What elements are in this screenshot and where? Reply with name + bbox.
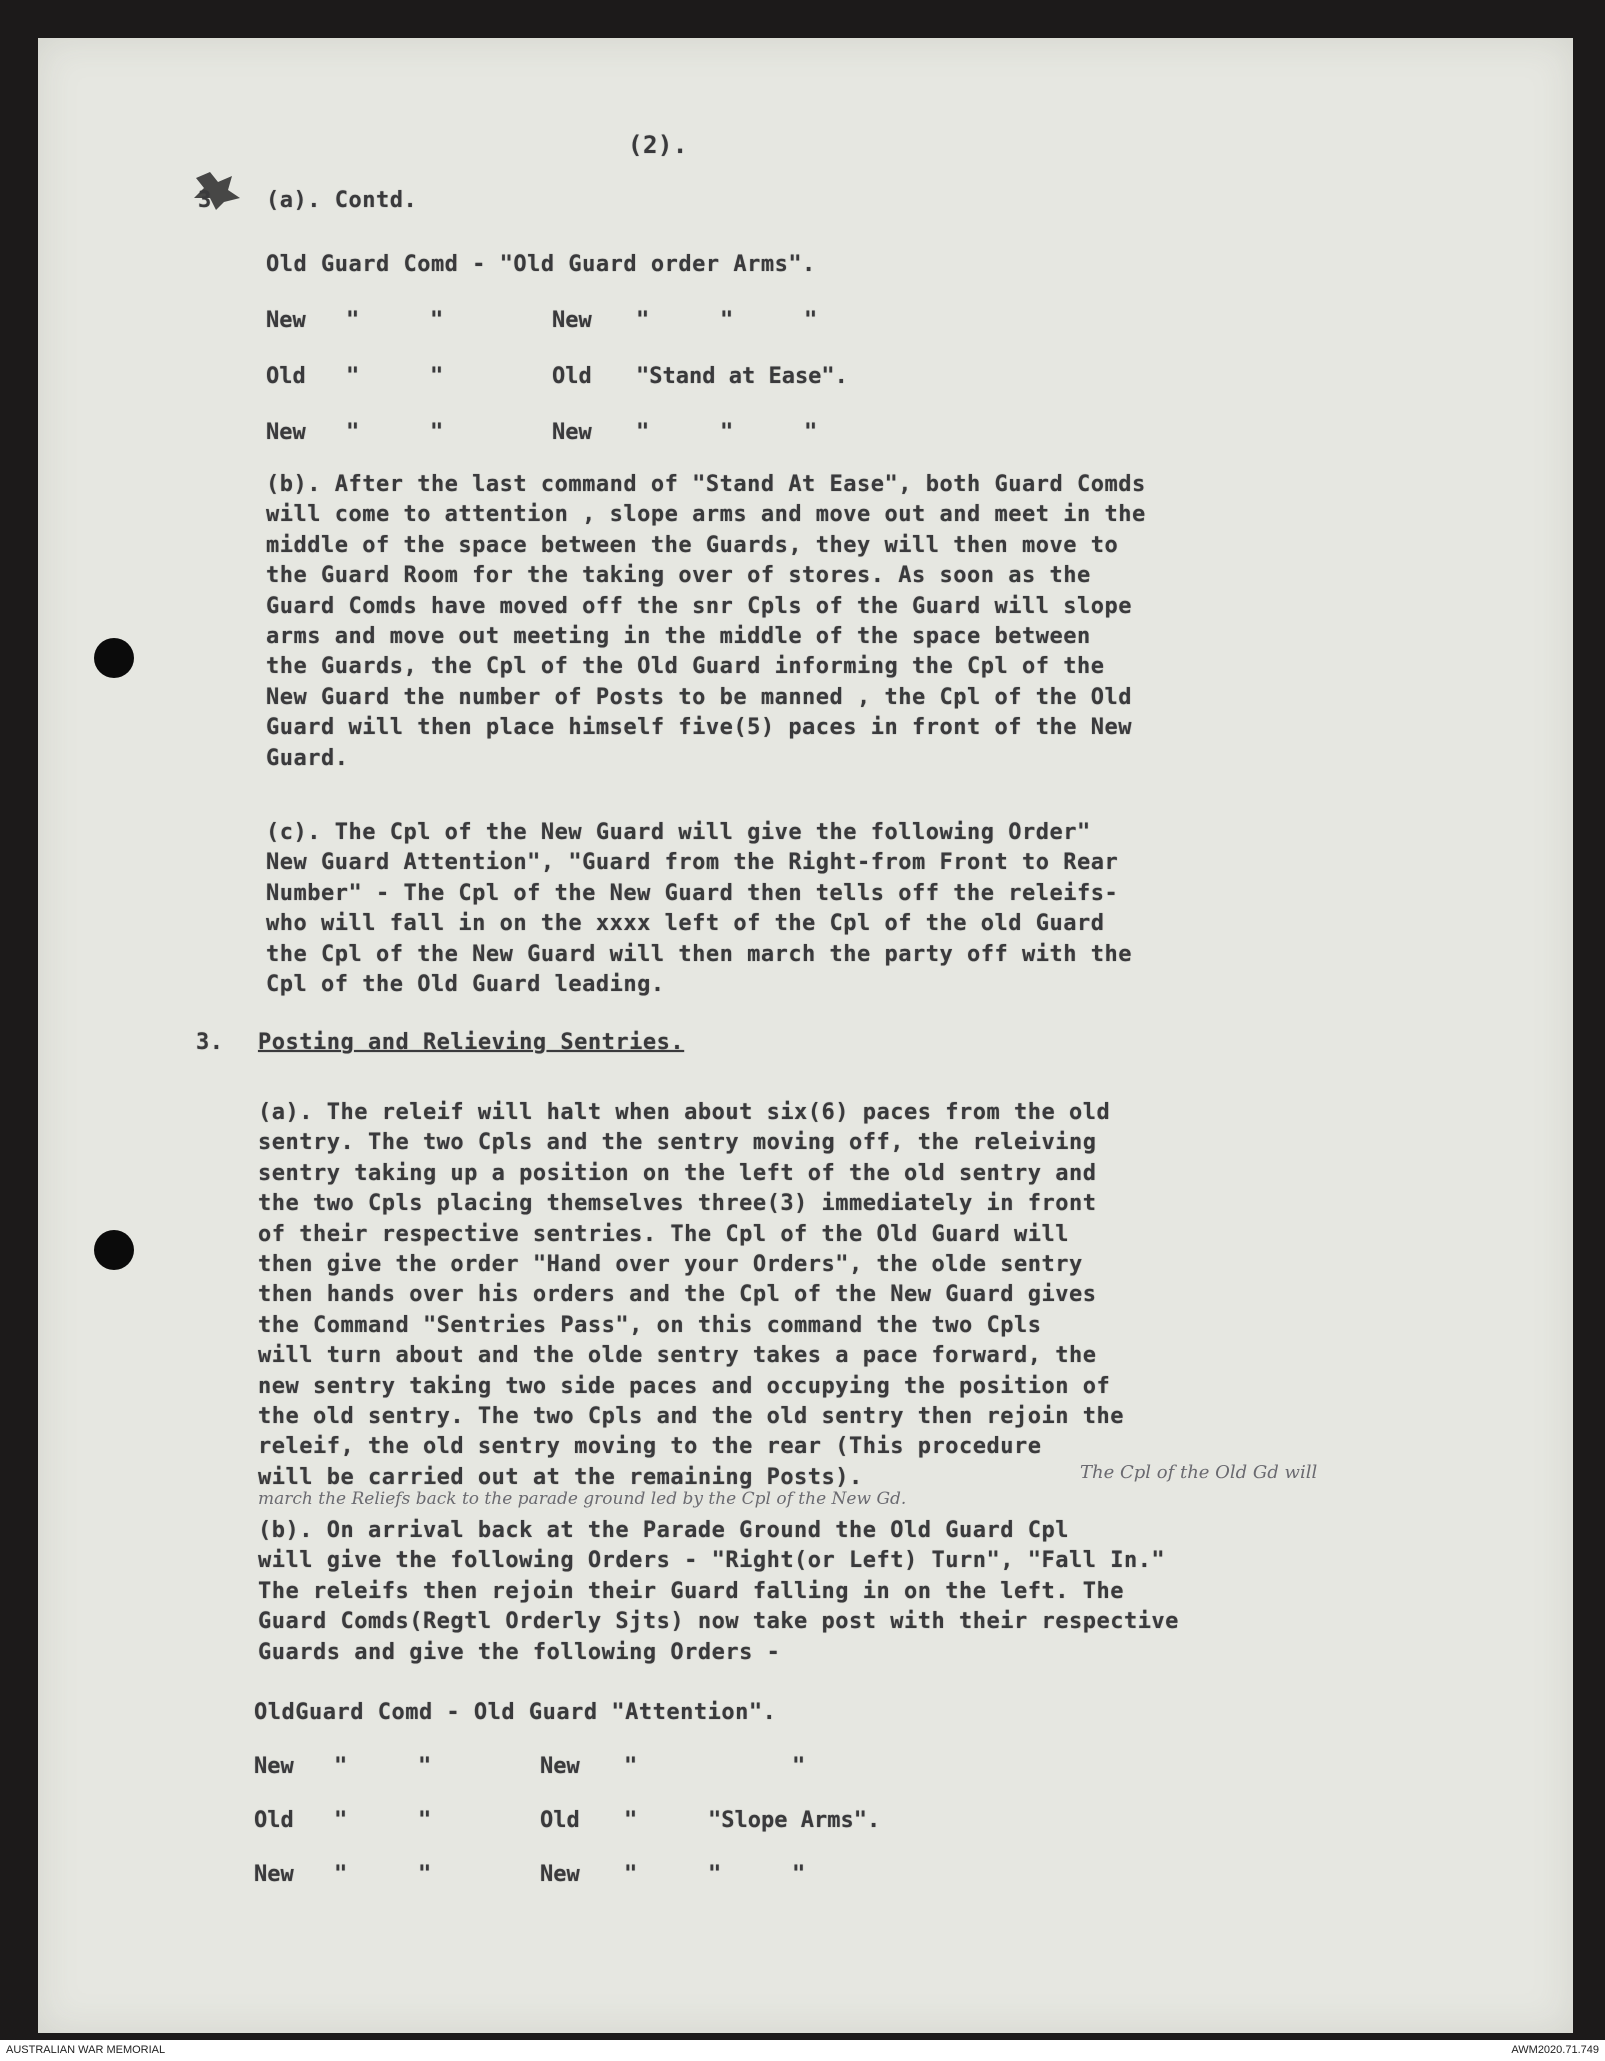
table-cell: New (254, 1862, 294, 1887)
table-cell: " (624, 1862, 638, 1887)
command-table (254, 1752, 881, 1890)
handwritten-annotation: march the Reliefs back to the parade ground led by the Cpl of the New Gd. (258, 1489, 907, 1509)
document-page (38, 38, 1573, 2033)
page-number: (2). (628, 131, 688, 159)
table-cell: " (792, 1862, 806, 1887)
table-cell: New (540, 1754, 580, 1779)
command-table (266, 306, 888, 448)
ink-smudge (188, 168, 248, 212)
table-cell: New (266, 420, 306, 445)
table-cell (708, 1752, 792, 1782)
table-cell: " (346, 420, 360, 445)
table-cell: " (418, 1862, 432, 1887)
paragraph-3a: (a). The releif will halt when about six(6) paces from the old sentry. The two Cpls and the sentry moving off, the releiving sentry taking up a position on the left of the old sentry and the two Cpls placing themselves three(3) immediately in front of their respective sentries. The Cpl of the Old Guard will then give the order "Hand over your Orders", the olde sentry then hands over his orders and the Cpl of the New Guard gives the Command "Sentries Pass", on this command the two Cpls will turn about and the olde sentry takes a pace forward, the new sentry taking two side paces and occupying the position of the old sentry. The two Cpls and the old sentry then rejoin the releif, the old sentry moving to the rear (This procedure will be carried out at the remaining Posts). (258, 1100, 1124, 1490)
table-cell: " (804, 420, 818, 445)
punch-hole (94, 638, 134, 678)
table-cell: " (430, 364, 444, 389)
table-cell: " (418, 1754, 432, 1779)
table-cell: New (254, 1754, 294, 1779)
table-cell: New (552, 420, 592, 445)
table-cell: Old (254, 1808, 294, 1833)
table-cell: " (720, 308, 734, 333)
table-cell: " (720, 420, 734, 445)
table-cell: "Stand at Ease". (636, 364, 848, 389)
table-cell: New (552, 308, 592, 333)
table-cell: " (334, 1808, 348, 1833)
table-cell: " (708, 1862, 722, 1887)
handwritten-annotation: The Cpl of the Old Gd will (1080, 1462, 1318, 1483)
table-cell: " (334, 1862, 348, 1887)
paragraph-c: (c). The Cpl of the New Guard will give the following Order" New Guard Attention", "Guard from the Right-from Front to Rear Number" - The Cpl of the New Guard then tells off the releifs- who will fall in on the xxxx left of the Cpl of the old Guard the Cpl of the New Guard will then march the party off with the Cpl of the Old Guard leading. (266, 820, 1132, 998)
punch-hole (94, 1230, 134, 1270)
table-cell: Old (540, 1808, 580, 1833)
paragraph-3b: (b). On arrival back at the Parade Ground the Old Guard Cpl will give the following Orders - "Right(or Left) Turn", "Fall In." The releifs then rejoin their Guard falling in on the left. The Guard Comds(Regtl Orderly Sjts) now take post with their respective Guards and give the following Orders - (258, 1518, 1179, 1665)
table-cell: " (346, 308, 360, 333)
table-cell: " (430, 420, 444, 445)
table-cell: " (624, 1754, 638, 1779)
table-cell: Old (552, 364, 592, 389)
table-cell: " (624, 1808, 638, 1833)
table-cell: Old (266, 364, 306, 389)
table-cell: New (540, 1862, 580, 1887)
table-cell: " (792, 1754, 806, 1779)
table-cell: " (804, 308, 818, 333)
table-cell: " (430, 308, 444, 333)
section-number: 3. (196, 1030, 224, 1055)
section-number: 3 (198, 188, 212, 213)
table-cell: " (636, 308, 650, 333)
section-heading: Posting and Relieving Sentries. (258, 1030, 685, 1055)
table-cell: " (418, 1808, 432, 1833)
command-line: OldGuard Comd - Old Guard "Attention". (254, 1700, 777, 1725)
command-line: Old Guard Comd - "Old Guard order Arms". (266, 252, 816, 277)
paragraph-b: (b). After the last command of "Stand At Ease", both Guard Comds will come to attention , slope arms and move out and meet in the middle of the space between the Guards, they will then move to the Guard Room for the taking over of stores. As soon as the Guard Comds have moved off the snr Cpls of the Guard will slope arms and move out meeting in the middle of the space between the Guards, the Cpl of the Old Guard informing the Cpl of the New Guard the number of Posts to be manned , the Cpl of the Old Guard will then place himself five(5) paces in front of the New Guard. (266, 472, 1146, 771)
archive-reference: AWM2020.71.749 (1511, 2044, 1599, 2056)
table-cell: " (636, 420, 650, 445)
archive-credit: AUSTRALIAN WAR MEMORIAL (6, 2044, 166, 2056)
table-cell: New (266, 308, 306, 333)
table-cell: " (334, 1754, 348, 1779)
section-heading: (a). Contd. (266, 188, 418, 213)
table-cell: " (346, 364, 360, 389)
table-cell: "Slope Arms". (708, 1808, 881, 1833)
